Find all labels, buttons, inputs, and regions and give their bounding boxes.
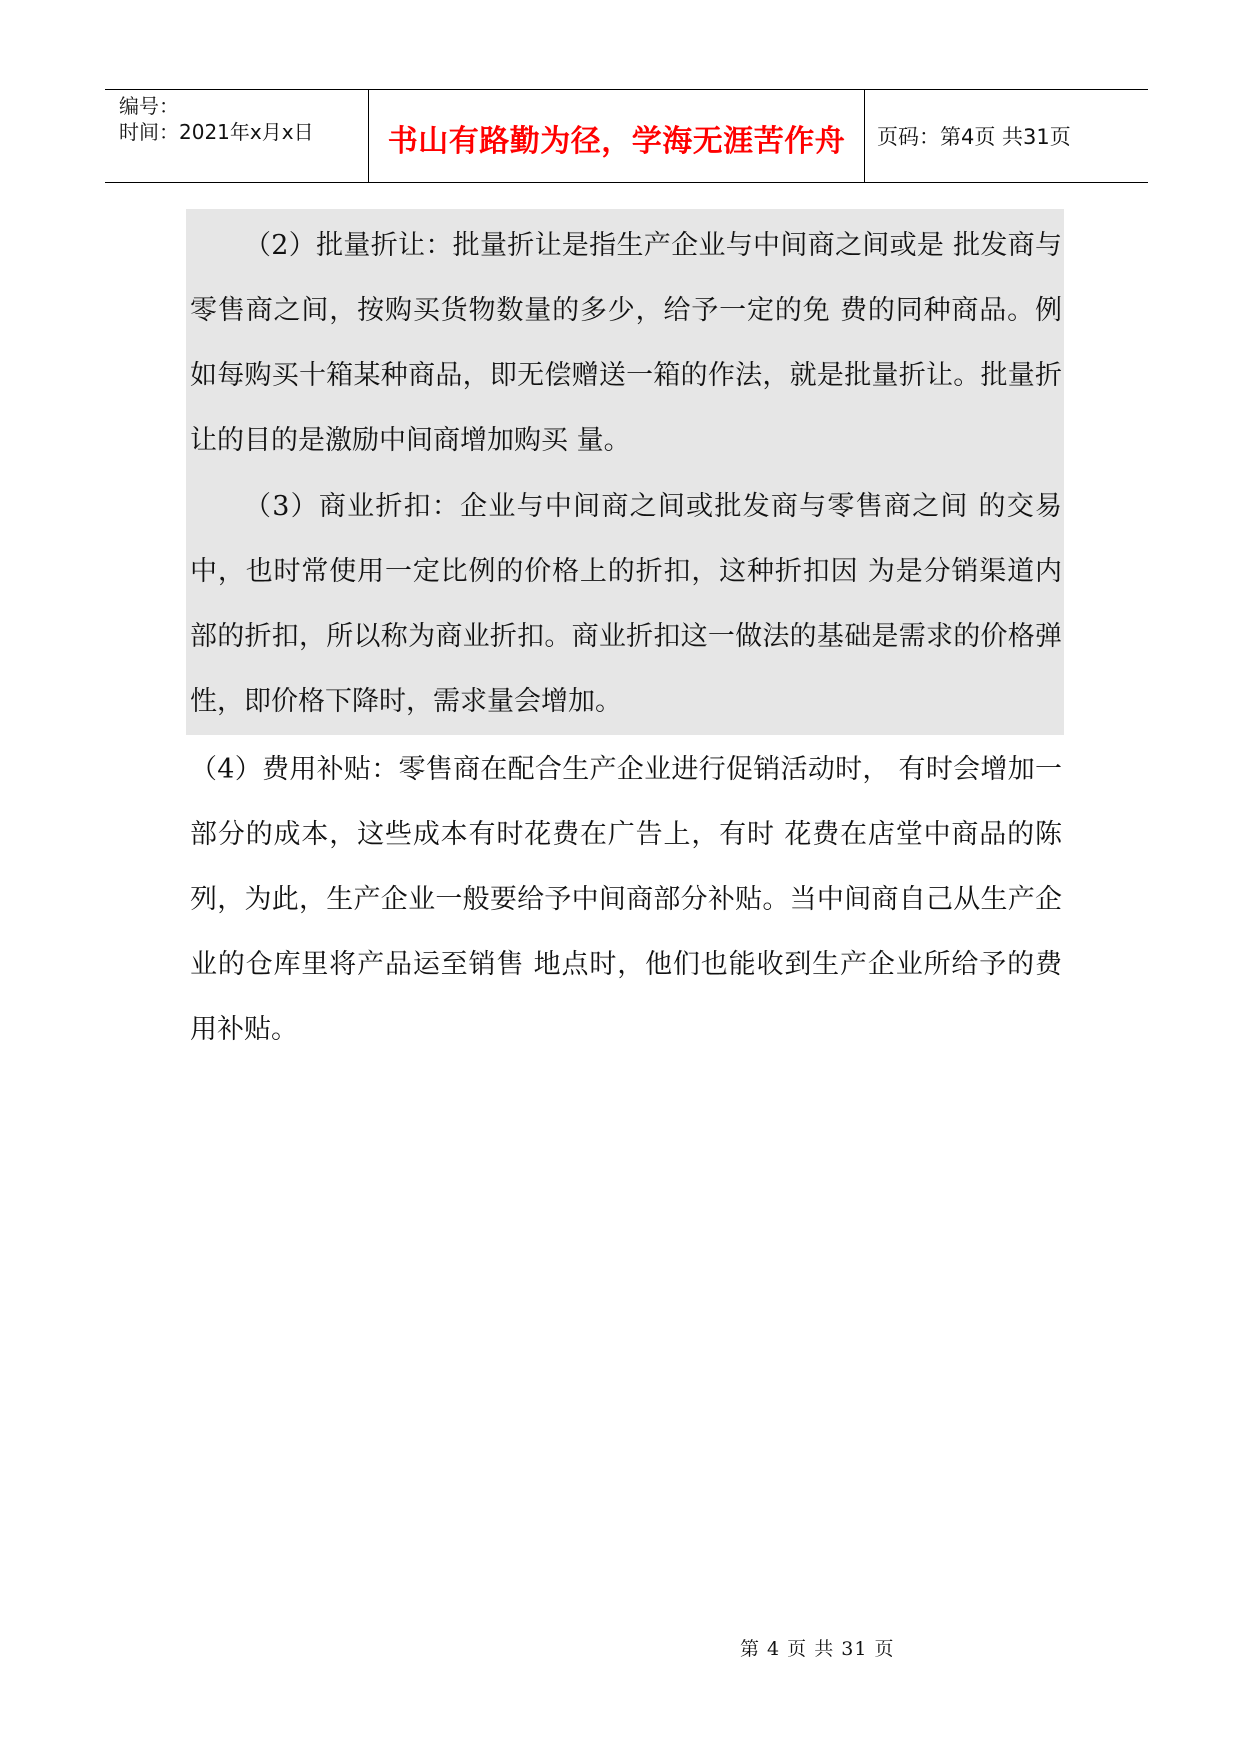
page-footer: 第 4 页 共 31 页: [740, 1638, 895, 1660]
header-motto: 书山有路勤为径，学海无涯苦作舟: [369, 90, 865, 182]
document-number-label: 编号：: [119, 94, 179, 118]
document-time-label: 时间：2021年x月x日: [119, 120, 314, 144]
header-page-number: 页码：第4页 共31页: [877, 125, 1071, 149]
page-header: [105, 89, 1148, 183]
header-meta: [105, 90, 369, 182]
paragraph-expense-subsidy: （4）费用补贴：零售商在配合生产企业进行促销活动时， 有时会增加一部分的成本，这些成本有时花费在广告上，有时 花费在店堂中商品的陈列，为此，生产企业一般要给予中间商部分补贴。当中间商自己从生产企业的仓库里将产品运至销售 地点时，他们也能收到生产企业所给予的费用补贴。: [190, 754, 1062, 1045]
paragraph-batch-discount: （2）批量折让：批量折让是指生产企业与中间商之间或是 批发商与零售商之间，按购买货物数量的多少，给予一定的免 费的同种商品。例如每购买十箱某种商品，即无偿赠送一箱的作法，就是批量折让。批量折让的目的是激励中间商增加购买 量。: [190, 230, 1062, 456]
paragraph-trade-discount: （3）商业折扣：企业与中间商之间或批发商与零售商之间 的交易中，也时常使用一定比例的价格上的折扣，这种折扣因 为是分销渠道内部的折扣，所以称为商业折扣。商业折扣这一做法的基础是需求的价格弹性，即价格下降时，需求量会增加。: [190, 491, 1062, 717]
